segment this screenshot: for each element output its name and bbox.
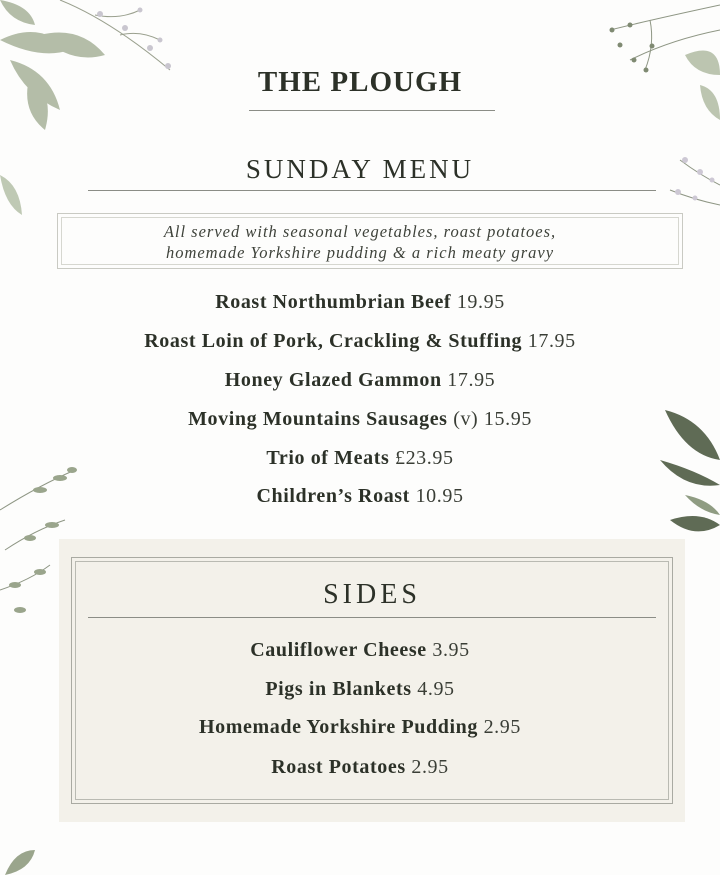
side-item-name: Pigs in Blankets xyxy=(265,678,412,700)
side-item-price: 2.95 xyxy=(411,756,449,778)
side-item xyxy=(0,716,720,739)
menu-item xyxy=(0,408,720,431)
menu-item xyxy=(0,369,720,392)
menu-item-price: 10.95 xyxy=(415,485,464,507)
menu-item-name: Honey Glazed Gammon xyxy=(224,369,442,391)
side-item-price: 4.95 xyxy=(417,678,455,700)
side-item-name: Roast Potatoes xyxy=(271,756,406,778)
menu-item-name: Moving Mountains Sausages xyxy=(188,408,448,430)
restaurant-name: THE PLOUGH xyxy=(257,66,463,98)
menu-item-price: 15.95 xyxy=(483,408,532,430)
menu-item-price: 17.95 xyxy=(447,369,496,391)
menu-item-name: Roast Northumbrian Beef xyxy=(215,291,452,313)
sides-title-divider xyxy=(88,617,656,618)
menu-item-name: Roast Loin of Pork, Crackling & Stuffing xyxy=(144,330,523,352)
side-item-name: Homemade Yorkshire Pudding xyxy=(199,716,478,738)
foliage-bottom-left-icon xyxy=(0,845,40,875)
title-divider xyxy=(249,110,495,111)
side-item xyxy=(0,639,720,662)
menu-item-name: Trio of Meats xyxy=(266,447,390,469)
menu-item-price: 19.95 xyxy=(456,291,505,313)
menu-item-price: 17.95 xyxy=(527,330,576,352)
sides-title: SIDES xyxy=(323,579,421,610)
menu-item-price: £23.95 xyxy=(394,447,454,469)
menu-item xyxy=(0,447,720,470)
menu-note-line: homemade Yorkshire pudding & a rich meaty gravy xyxy=(165,243,555,262)
menu-item xyxy=(0,485,720,508)
vegetarian-tag: (v) xyxy=(453,408,479,430)
menu-item xyxy=(0,330,720,353)
foliage-top-right-icon xyxy=(590,0,720,230)
side-item-price: 3.95 xyxy=(432,639,470,661)
side-item xyxy=(0,678,720,701)
side-item-price: 2.95 xyxy=(483,716,521,738)
menu-item-name: Children’s Roast xyxy=(256,485,410,507)
foliage-top-left-icon xyxy=(0,0,190,240)
side-item xyxy=(0,756,720,779)
menu-title: SUNDAY MENU xyxy=(245,154,475,184)
side-item-name: Cauliflower Cheese xyxy=(250,639,427,661)
menu-title-divider xyxy=(88,190,656,191)
menu-item xyxy=(0,291,720,314)
menu-note-line: All served with seasonal vegetables, roast potatoes, xyxy=(163,222,557,241)
